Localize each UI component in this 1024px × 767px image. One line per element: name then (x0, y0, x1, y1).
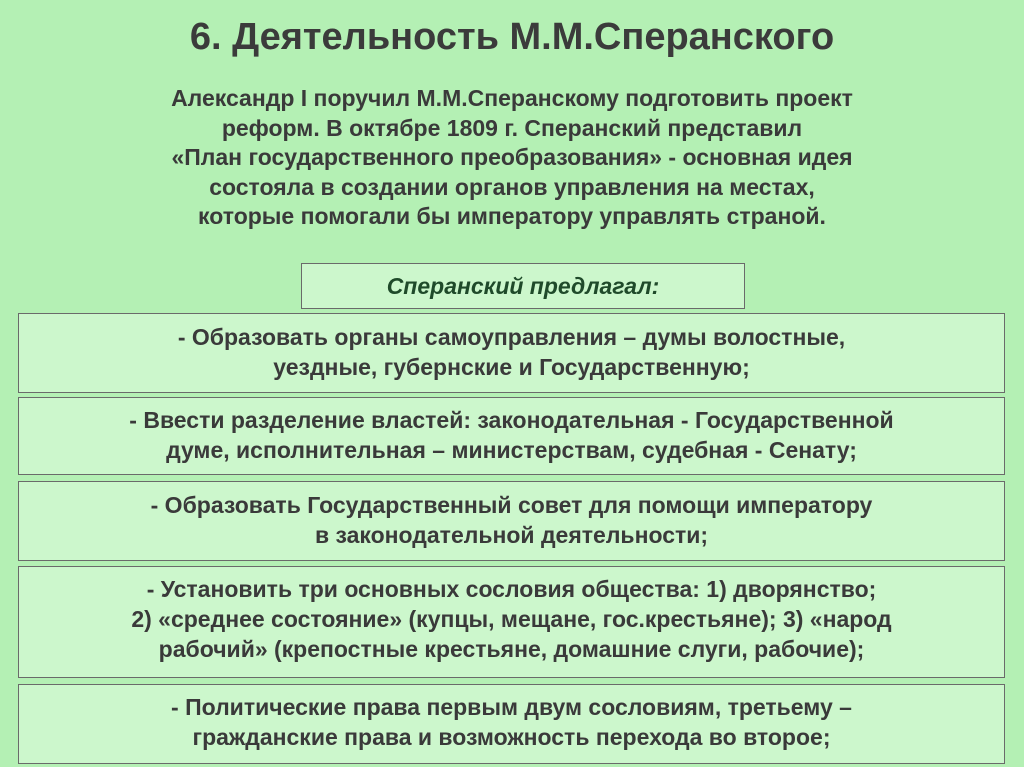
intro-line: которые помогали бы императору управлять страной. (198, 203, 826, 229)
reform-item-three-estates (18, 566, 1005, 678)
reform-item-line: 2) «среднее состояние» (купцы, мещане, гос.крестьяне); 3) «народ (131, 606, 892, 632)
reform-item-line: - Ввести разделение властей: законодательная - Государственной (129, 407, 894, 433)
reform-item-self-government (18, 313, 1005, 393)
proposed-heading-box (301, 263, 745, 309)
reform-item-line: - Образовать Государственный совет для помощи императору (150, 492, 873, 518)
reform-item-separation-of-powers (18, 397, 1005, 475)
reform-item-line: в законодательной деятельности; (314, 522, 709, 548)
intro-line: «План государственного преобразования» - основная идея (171, 144, 853, 170)
reform-item-line: - Политические права первым двум сословиям, третьему – (171, 694, 852, 720)
reform-item-line: уездные, губернские и Государственную; (273, 354, 750, 380)
proposed-heading: Сперанский предлагал: (386, 273, 660, 299)
intro-line: реформ. В октябре 1809 г. Сперанский представил (221, 114, 803, 141)
intro-line: состояла в создании органов управления на местах, (209, 173, 815, 200)
reform-item-line: гражданские права и возможность перехода во второе; (192, 724, 831, 750)
page-title: 6. Деятельность М.М.Сперанского (189, 16, 835, 58)
intro-paragraph (40, 84, 984, 232)
reform-item-line: думе, исполнительная – министерствам, судебная - Сенату; (166, 437, 857, 463)
reform-item-political-rights (18, 684, 1005, 764)
reform-item-line: - Образовать органы самоуправления – думы волостные, (177, 324, 846, 350)
reform-item-state-council (18, 481, 1005, 561)
reform-item-line: рабочий» (крепостные крестьяне, домашние слуги, рабочие); (158, 636, 865, 662)
reform-item-line: - Установить три основных сословия общества: 1) дворянство; (146, 576, 877, 602)
intro-line: Александр I поручил М.М.Сперанскому подготовить проект (171, 85, 853, 111)
